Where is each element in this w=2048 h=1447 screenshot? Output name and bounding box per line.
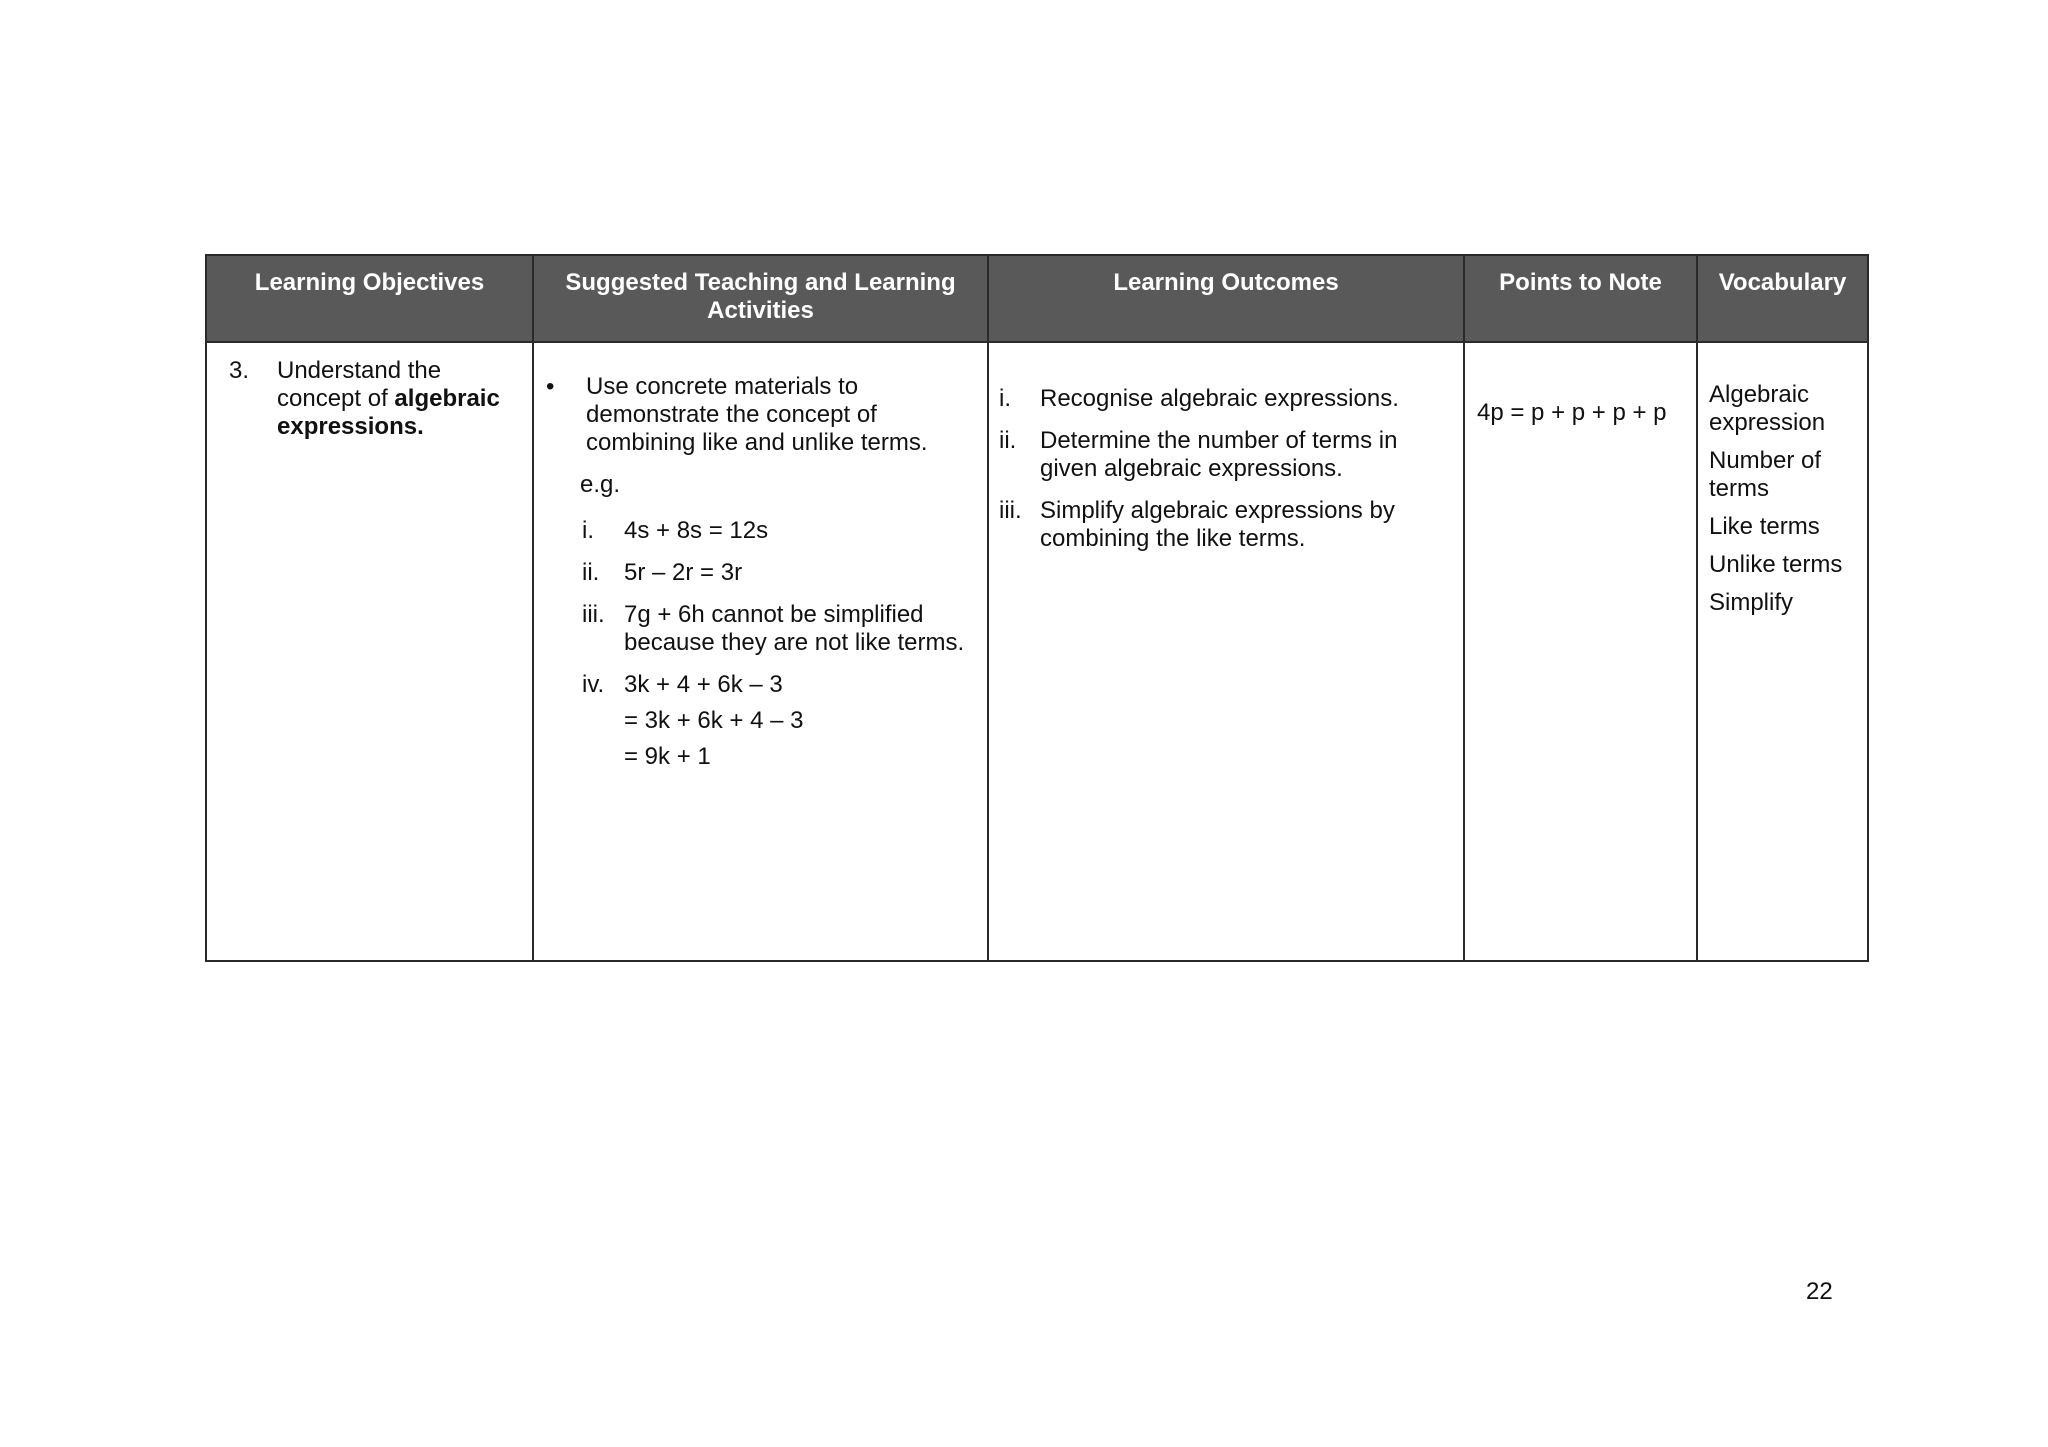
outcome-text: Determine the number of terms in given algebraic expressions. [1040, 427, 1398, 482]
outcome-numeral: ii. [999, 427, 1017, 454]
example-item [582, 517, 979, 545]
vocabulary-cell [1697, 342, 1867, 960]
header-vocabulary: Vocabulary [1697, 256, 1867, 342]
example-numeral: ii. [582, 559, 600, 586]
example-numeral: iv. [582, 671, 605, 698]
activity-intro: Use concrete materials to demonstrate the concept of combining like and unlike terms. [586, 373, 928, 456]
vocabulary-list [1698, 343, 1867, 617]
header-learning-outcomes: Learning Outcomes [988, 256, 1464, 342]
header-learning-objectives: Learning Objectives [207, 256, 533, 342]
vocabulary-item: Like terms [1709, 513, 1820, 540]
activity-bullet-item [544, 373, 979, 457]
objective-text-bold: algebraic expressions. [277, 385, 500, 440]
outcome-text: Recognise algebraic expressions. [1040, 385, 1399, 412]
example-numeral: i. [582, 517, 594, 544]
example-list [544, 517, 979, 771]
objective-text-prefix: Understand the concept of [277, 357, 442, 412]
example-continuation: = 3k + 6k + 4 – 3 [624, 707, 804, 734]
outcome-list [989, 343, 1463, 553]
page-number: 22 [1806, 1278, 1833, 1305]
outcome-item [999, 427, 1455, 483]
points-to-note-cell [1464, 342, 1697, 960]
header-row [207, 256, 1867, 342]
example-numeral: iii. [582, 601, 605, 628]
example-item [582, 601, 979, 657]
points-to-note-text: 4p = p + p + p + p [1477, 399, 1667, 426]
vocabulary-item: Unlike terms [1709, 551, 1843, 578]
vocabulary-item: Simplify [1709, 589, 1794, 616]
example-text: 3k + 4 + 6k – 3 [624, 671, 783, 698]
example-text: 5r – 2r = 3r [624, 559, 743, 586]
outcome-item [999, 385, 1455, 413]
syllabus-table-frame [205, 254, 1869, 962]
objective-cell [207, 342, 533, 960]
vocabulary-item: Number of terms [1709, 447, 1822, 502]
example-text: 7g + 6h cannot be simplified because they are not like terms. [624, 601, 965, 656]
header-teaching-activities: Suggested Teaching and Learning Activities [533, 256, 988, 342]
outcome-numeral: iii. [999, 497, 1022, 524]
outcomes-cell [988, 342, 1464, 960]
activities-cell [533, 342, 988, 960]
bullet-icon: • [546, 373, 555, 400]
table-row [207, 342, 1867, 960]
example-text: 4s + 8s = 12s [624, 517, 769, 544]
vocabulary-item: Algebraic expression [1709, 381, 1826, 436]
example-item [582, 559, 979, 587]
syllabus-table [207, 256, 1867, 960]
objective-number: 3. [229, 357, 250, 384]
example-continuation: = 9k + 1 [624, 743, 711, 770]
objective-item [207, 343, 532, 441]
example-item [582, 671, 979, 699]
objective-text [277, 357, 522, 441]
outcome-item [999, 497, 1455, 553]
outcome-text: Simplify algebraic expressions by combining the like terms. [1040, 497, 1395, 552]
outcome-numeral: i. [999, 385, 1011, 412]
example-label: e.g. [580, 471, 621, 498]
header-points-to-note: Points to Note [1464, 256, 1697, 342]
